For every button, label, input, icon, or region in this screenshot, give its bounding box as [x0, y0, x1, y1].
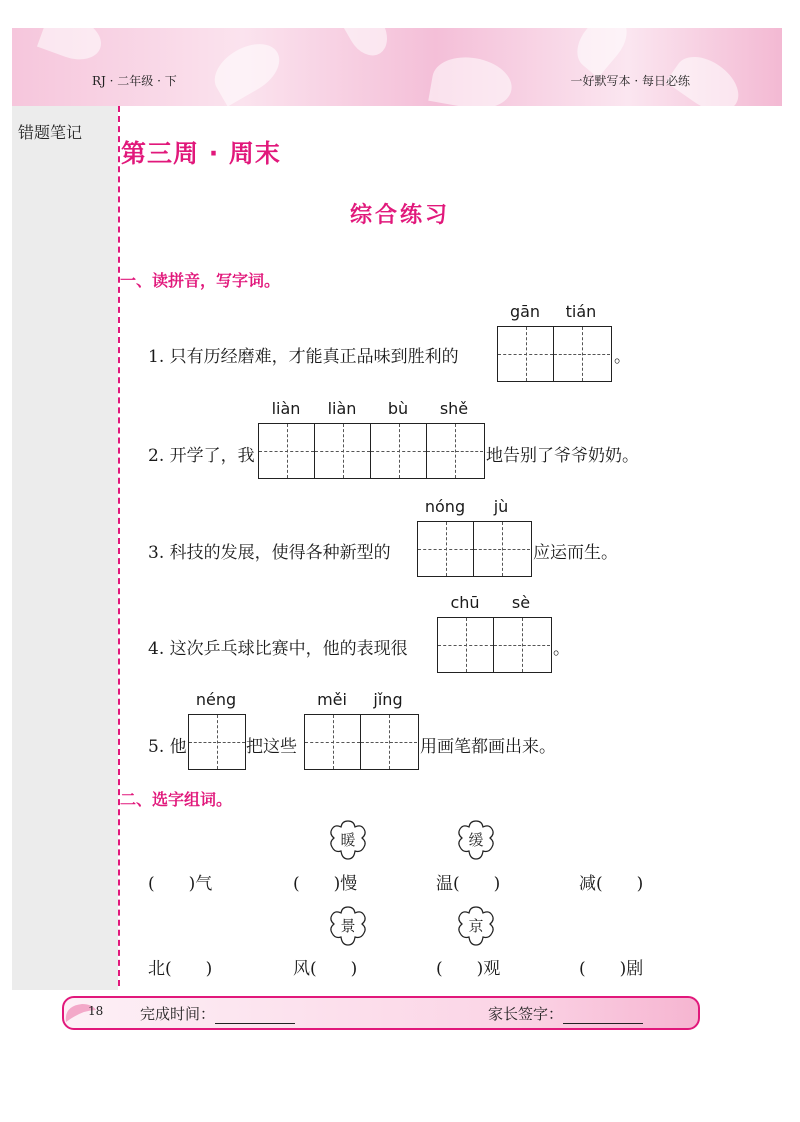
- sidebar-label: 错题笔记: [18, 123, 83, 142]
- flower-icon: [326, 904, 370, 948]
- question-2-text: 2. 开学了，我: [148, 446, 255, 466]
- completion-time-label: 完成时间：: [140, 1005, 216, 1023]
- word-blank[interactable]: ( )观: [436, 959, 501, 979]
- choice-char: 京: [468, 917, 484, 935]
- flower-icon: [454, 904, 498, 948]
- pinyin: shě: [439, 399, 469, 418]
- pinyin: jù: [493, 497, 509, 516]
- choice-char: 暖: [340, 831, 356, 849]
- word-blank[interactable]: 减( ): [579, 874, 644, 894]
- question-1-end: 。: [614, 347, 631, 367]
- choice-char: 景: [340, 917, 356, 935]
- answer-grid[interactable]: [437, 617, 552, 673]
- parent-signature-line[interactable]: [563, 1009, 643, 1024]
- word-blank[interactable]: 北( ): [148, 959, 213, 979]
- question-4-end: 。: [553, 639, 570, 659]
- question-5-end: 用画笔都画出来。: [420, 737, 556, 757]
- pinyin: nóng: [424, 497, 466, 516]
- flower-icon: [326, 818, 370, 862]
- completion-time-line[interactable]: [215, 1009, 295, 1024]
- question-1-text: 1. 只有历经磨难，才能真正品味到胜利的: [148, 347, 459, 367]
- pinyin: tián: [565, 302, 597, 321]
- pinyin: měi: [317, 690, 347, 709]
- pinyin: gān: [509, 302, 541, 321]
- flower-icon: [454, 818, 498, 862]
- answer-grid[interactable]: [188, 714, 246, 770]
- question-4-text: 4. 这次乒乓球比赛中，他的表现很: [148, 639, 408, 659]
- pinyin: bù: [387, 399, 409, 418]
- question-3-text: 3. 科技的发展，使得各种新型的: [148, 543, 391, 563]
- question-2-end: 地告别了爷爷奶奶。: [486, 446, 639, 466]
- week-title: 第三周 · 周末: [121, 139, 281, 168]
- page-footer: [62, 996, 700, 1030]
- margin-divider: [118, 106, 120, 986]
- pinyin: sè: [511, 593, 531, 612]
- page-title: 综合练习: [349, 203, 450, 228]
- pinyin: néng: [195, 690, 237, 709]
- page-number: 18: [88, 1004, 104, 1018]
- header-grade-label: RJ · 二年级 · 下: [92, 74, 177, 88]
- word-blank[interactable]: 温( ): [436, 874, 501, 894]
- word-blank[interactable]: ( )剧: [579, 959, 644, 979]
- word-blank[interactable]: 风( ): [293, 959, 358, 979]
- word-blank[interactable]: ( )气: [148, 874, 213, 894]
- pinyin: chū: [450, 593, 480, 612]
- completion-time: [140, 1003, 295, 1024]
- answer-grid[interactable]: [304, 714, 419, 770]
- choice-char: 缓: [468, 831, 484, 849]
- header-series-label: 一好默写本 · 每日必练: [570, 74, 690, 88]
- pinyin: liàn: [327, 399, 357, 418]
- question-5-middle: 把这些: [246, 737, 297, 757]
- parent-signature: [488, 1003, 643, 1024]
- question-3-end: 应运而生。: [533, 543, 618, 563]
- answer-grid[interactable]: [417, 521, 532, 577]
- page-header: [12, 28, 782, 106]
- word-blank[interactable]: ( )慢: [293, 874, 358, 894]
- pinyin: jǐng: [373, 690, 403, 709]
- mistake-notes-sidebar: [12, 106, 118, 990]
- question-5-text: 5. 他: [148, 737, 187, 757]
- pinyin: liàn: [271, 399, 301, 418]
- answer-grid[interactable]: [497, 326, 612, 382]
- section-1-heading: 一、读拼音，写字词。: [120, 271, 281, 290]
- section-2-heading: 二、选字组词。: [120, 790, 233, 809]
- answer-grid[interactable]: [258, 423, 485, 479]
- parent-signature-label: 家长签字：: [488, 1005, 564, 1023]
